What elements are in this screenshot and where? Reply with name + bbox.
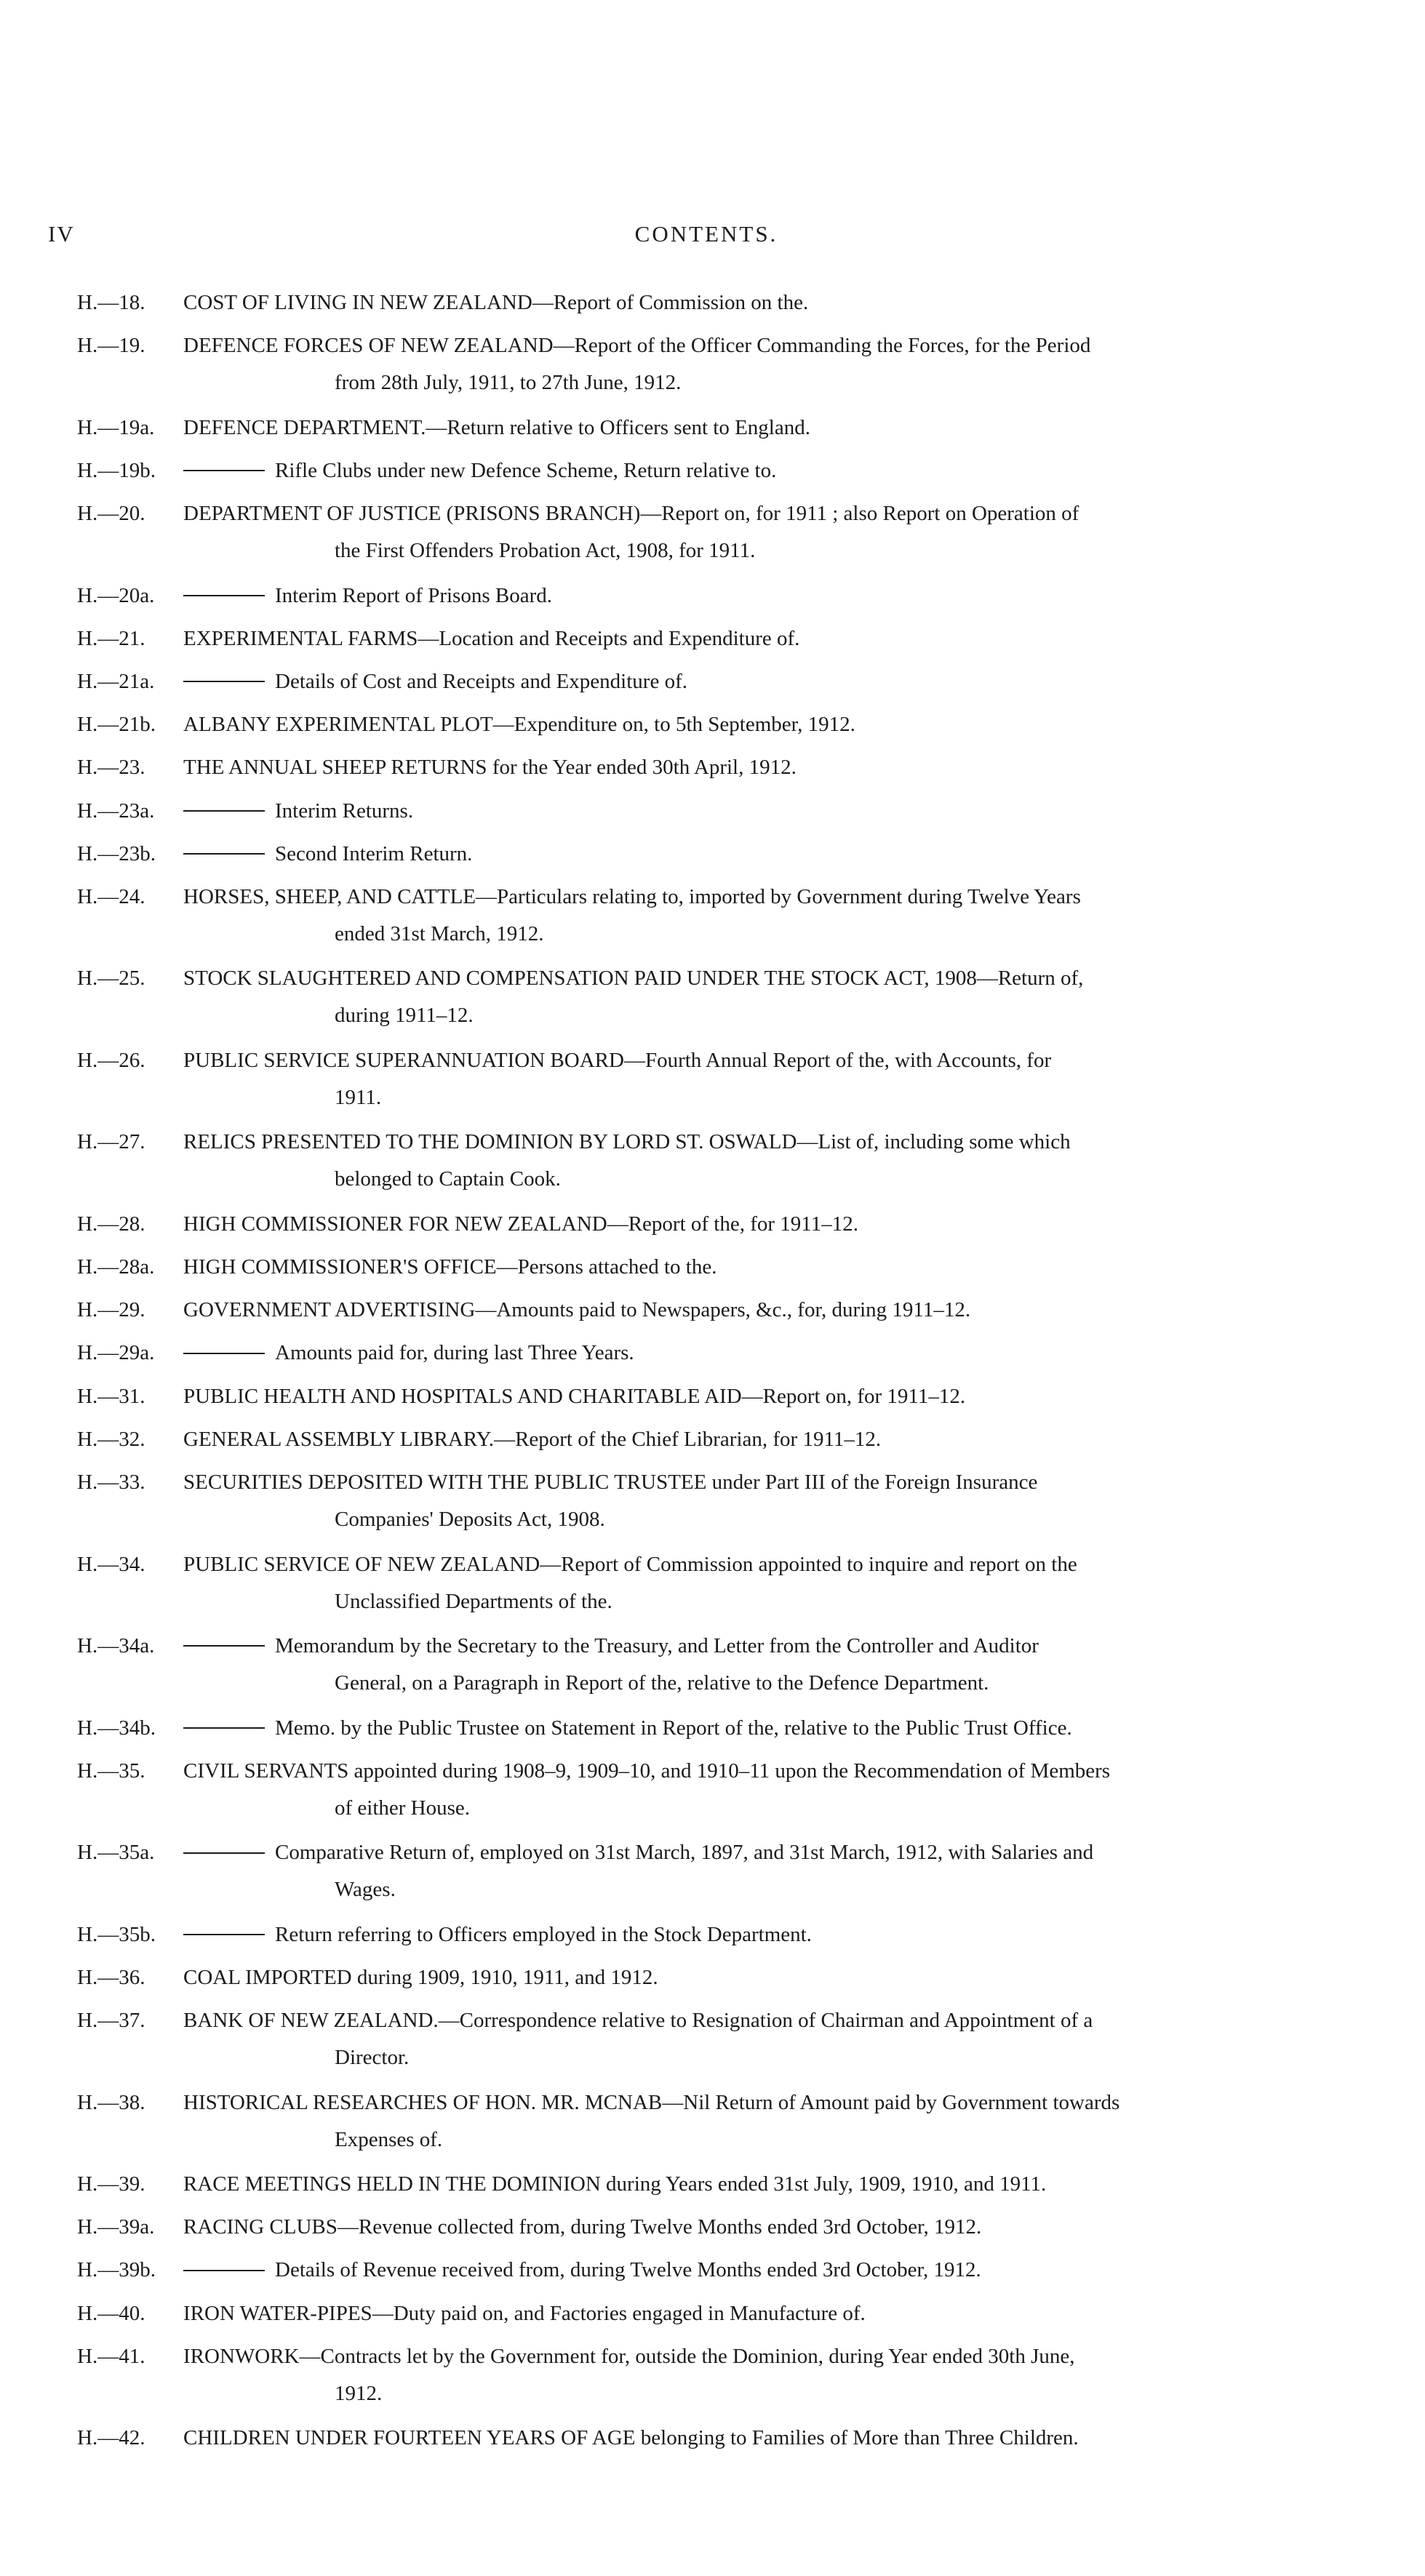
entry-code: H.—34. [77, 1552, 145, 1576]
entry-code: H.—21a. [77, 669, 155, 693]
entry-continuation: 1911. [335, 1085, 382, 1109]
entry-description: —Revenue collected from, during Twelve Months ended 3rd October, 1912. [337, 2215, 982, 2239]
entry-description: —Nil Return of Amount paid by Government towards [662, 2090, 1120, 2114]
entry-code: H.—37. [77, 2009, 145, 2033]
entry-description: —Report of Commission appointed to inquire and report on the [540, 1552, 1077, 1576]
entry-code: H.—23a. [77, 799, 155, 823]
contents-entry [77, 1710, 1365, 1747]
entry-description: —Fourth Annual Report of the, with Accounts, for [623, 1048, 1052, 1072]
ditto-dash [183, 1934, 265, 1935]
ditto-dash [183, 595, 265, 596]
entry-subject: DEPARTMENT OF JUSTICE (PRISONS BRANCH) [183, 502, 641, 526]
entry-description: —Report of the Chief Librarian, for 1911–12. [494, 1427, 882, 1451]
entry-continuation: during 1911–12. [335, 1004, 474, 1028]
entry-continuation: Unclassified Departments of the. [335, 1589, 612, 1613]
contents-entry [77, 1959, 1365, 1996]
contents-entry [77, 2295, 1365, 2332]
entry-subject: CHILDREN UNDER FOURTEEN YEARS OF AGE [183, 2426, 636, 2450]
contents-entry [77, 1335, 1365, 1372]
entry-subject: EXPERIMENTAL FARMS [183, 626, 418, 650]
contents-entry [77, 1206, 1365, 1243]
contents-entry [77, 749, 1365, 786]
entry-description: —List of, including some which [797, 1130, 1071, 1154]
entry-continuation: the First Offenders Probation Act, 1908, for 1911. [335, 539, 756, 563]
entry-description: Memo. by the Public Trustee on Statement in Report of the, relative to the Public Trust Office. [275, 1716, 1072, 1740]
entry-code: H.—39b. [77, 2258, 156, 2282]
contents-entry [77, 1124, 1365, 1198]
entry-code: H.—20. [77, 502, 145, 526]
entry-code: H.—23b. [77, 841, 156, 865]
entry-subject: CIVIL SERVANTS [183, 1759, 349, 1783]
contents-entry [77, 706, 1365, 743]
entry-continuation: from 28th July, 1911, to 27th June, 1912. [335, 371, 682, 395]
entry-code: H.—35. [77, 1759, 145, 1783]
contents-entry [77, 2002, 1365, 2076]
entry-code: H.—19. [77, 334, 145, 358]
entry-subject: BANK OF NEW ZEALAND. [183, 2009, 439, 2033]
entry-code: H.—32. [77, 1427, 145, 1451]
contents-entry [77, 1834, 1365, 1908]
entry-code: H.—42. [77, 2426, 145, 2450]
contents-entry [77, 1916, 1365, 1953]
entry-description: Details of Cost and Receipts and Expenditure of. [275, 669, 687, 693]
entry-code: H.—28a. [77, 1255, 155, 1279]
entry-code: H.—21b. [77, 713, 156, 737]
entry-description: during 1909, 1910, 1911, and 1912. [351, 1965, 658, 1989]
entry-description: Amounts paid for, during last Three Years. [275, 1341, 634, 1365]
entry-description: —Contracts let by the Government for, outside the Dominion, during Year ended 30th June, [299, 2344, 1075, 2368]
entry-description: —Report of Commission on the. [532, 291, 809, 314]
entry-description: —Correspondence relative to Resignation of Chairman and Appointment of a [438, 2009, 1093, 2033]
entry-subject: COAL IMPORTED [183, 1965, 352, 1989]
contents-entry [77, 1292, 1365, 1329]
contents-entry [77, 495, 1365, 569]
entry-subject: HISTORICAL RESEARCHES OF HON. MR. MCNAB [183, 2090, 663, 2114]
entry-description: appointed during 1908–9, 1909–10, and 1910–11 upon the Recommendation of Members [348, 1759, 1111, 1783]
ditto-dash [183, 470, 265, 471]
entry-description: —Report on, for 1911 ; also Report on Operation of [640, 502, 1079, 526]
entry-continuation: Expenses of. [335, 2127, 443, 2151]
entry-subject: RACE MEETINGS HELD IN THE DOMINION [183, 2172, 601, 2196]
page-header [48, 221, 1365, 257]
entry-code: H.—34a. [77, 1634, 155, 1657]
entry-subject: IRON WATER-PIPES [183, 2301, 372, 2325]
entry-subject: GENERAL ASSEMBLY LIBRARY. [183, 1427, 495, 1451]
entry-code: H.—40. [77, 2301, 145, 2325]
ditto-dash [183, 1645, 265, 1647]
entry-subject: THE ANNUAL SHEEP RETURNS [183, 756, 487, 780]
entry-description: —Location and Receipts and Expenditure of. [418, 626, 800, 650]
contents-entry [77, 1628, 1365, 1702]
entry-code: H.—19b. [77, 458, 156, 482]
entry-description: belonging to Families of More than Three Children. [635, 2426, 1079, 2450]
entry-description: —Amounts paid to Newspapers, &c., for, during 1911–12. [475, 1298, 971, 1322]
contents-entry [77, 577, 1365, 615]
entry-description: —Report on, for 1911–12. [741, 1384, 966, 1408]
entry-description: Memorandum by the Secretary to the Treasury, and Letter from the Controller and Auditor [275, 1634, 1039, 1657]
entry-description: Interim Report of Prisons Board. [275, 583, 552, 607]
entry-code: H.—33. [77, 1471, 145, 1494]
entry-code: H.—27. [77, 1130, 145, 1154]
entry-subject: PUBLIC SERVICE OF NEW ZEALAND [183, 1552, 540, 1576]
entry-code: H.—21. [77, 626, 145, 650]
contents-entry [77, 1378, 1365, 1415]
contents-entry [77, 1249, 1365, 1286]
entry-code: H.—29. [77, 1298, 145, 1322]
entry-description: —Expenditure on, to 5th September, 1912. [492, 713, 855, 737]
ditto-dash [183, 1353, 265, 1354]
entry-subject: PUBLIC HEALTH AND HOSPITALS AND CHARITABLE AID [183, 1384, 742, 1408]
contents-entry [77, 2166, 1365, 2203]
entry-continuation: 1912. [335, 2381, 383, 2405]
contents-entry [77, 620, 1365, 657]
entry-subject: COST OF LIVING IN NEW ZEALAND [183, 291, 532, 314]
entry-description: Details of Revenue received from, during Twelve Months ended 3rd October, 1912. [275, 2258, 981, 2282]
entry-description: —Return of, [976, 967, 1084, 991]
entry-subject: HIGH COMMISSIONER FOR NEW ZEALAND [183, 1212, 607, 1236]
entry-code: H.—29a. [77, 1341, 155, 1365]
entry-description: for the Year ended 30th April, 1912. [487, 756, 797, 780]
entry-continuation: General, on a Paragraph in Report of the, relative to the Defence Department. [335, 1671, 989, 1695]
entry-continuation: Companies' Deposits Act, 1908. [335, 1508, 605, 1531]
entry-description: —Return relative to Officers sent to England. [426, 415, 810, 439]
entry-code: H.—28. [77, 1212, 145, 1236]
entry-description: Return referring to Officers employed in the Stock Department. [275, 1922, 812, 1946]
contents-entry [77, 793, 1365, 830]
contents-entry [77, 2209, 1365, 2246]
contents-entry [77, 1464, 1365, 1538]
entry-code: H.—24. [77, 884, 145, 908]
entry-description: —Report of the Officer Commanding the Forces, for the Period [553, 334, 1091, 358]
entry-continuation: Director. [335, 2046, 410, 2070]
contents-entry [77, 836, 1365, 873]
entry-code: H.—38. [77, 2090, 145, 2114]
entry-description: Comparative Return of, employed on 31st March, 1897, and 31st March, 1912, with Salaries and [275, 1841, 1094, 1865]
entry-code: H.—36. [77, 1965, 145, 1989]
contents-list [77, 284, 1365, 2463]
contents-entry [77, 1042, 1365, 1116]
contents-entry [77, 2420, 1365, 2457]
entry-description: Rifle Clubs under new Defence Scheme, Return relative to. [275, 458, 777, 482]
entry-description: during Years ended 31st July, 1909, 1910, and 1911. [600, 2172, 1047, 2196]
entry-subject: DEFENCE FORCES OF NEW ZEALAND [183, 334, 554, 358]
contents-entry [77, 327, 1365, 401]
page-title: CONTENTS. [634, 221, 778, 247]
contents-entry [77, 284, 1365, 321]
ditto-dash [183, 853, 265, 855]
entry-code: H.—34b. [77, 1716, 156, 1740]
contents-entry [77, 452, 1365, 489]
entry-subject: IRONWORK [183, 2344, 300, 2368]
page-number: IV [48, 221, 75, 247]
ditto-dash [183, 681, 265, 682]
entry-code: H.—39. [77, 2172, 145, 2196]
contents-entry [77, 960, 1365, 1034]
contents-entry [77, 2338, 1365, 2412]
entry-continuation: of either House. [335, 1796, 471, 1820]
entry-subject: RELICS PRESENTED TO THE DOMINION BY LORD ST. OSWALD [183, 1130, 797, 1154]
entry-code: H.—35b. [77, 1922, 156, 1946]
entry-description: Second Interim Return. [275, 841, 473, 865]
ditto-dash [183, 1852, 265, 1854]
entry-subject: HORSES, SHEEP, AND CATTLE [183, 884, 476, 908]
entry-code: H.—18. [77, 291, 145, 314]
entry-code: H.—20a. [77, 583, 155, 607]
entry-subject: ALBANY EXPERIMENTAL PLOT [183, 713, 493, 737]
entry-description: —Duty paid on, and Factories engaged in Manufacture of. [372, 2301, 866, 2325]
ditto-dash [183, 1727, 265, 1729]
contents-entry [77, 2252, 1365, 2289]
contents-entry [77, 1546, 1365, 1620]
ditto-dash [183, 2270, 265, 2271]
entry-code: H.—39a. [77, 2215, 155, 2239]
ditto-dash [183, 810, 265, 812]
entry-code: H.—31. [77, 1384, 145, 1408]
entry-subject: PUBLIC SERVICE SUPERANNUATION BOARD [183, 1048, 624, 1072]
entry-code: H.—41. [77, 2344, 145, 2368]
entry-subject: HIGH COMMISSIONER'S OFFICE [183, 1255, 497, 1279]
entry-code: H.—25. [77, 967, 145, 991]
contents-entry [77, 879, 1365, 953]
contents-entry [77, 663, 1365, 700]
entry-description: Interim Returns. [275, 799, 414, 823]
contents-entry [77, 1421, 1365, 1458]
entry-continuation: belonged to Captain Cook. [335, 1167, 561, 1191]
entry-subject: DEFENCE DEPARTMENT. [183, 415, 426, 439]
entry-code: H.—19a. [77, 415, 155, 439]
entry-description: —Particulars relating to, imported by Government during Twelve Years [476, 884, 1081, 908]
entry-code: H.—23. [77, 756, 145, 780]
entry-subject: STOCK SLAUGHTERED AND COMPENSATION PAID UNDER THE STOCK ACT, 1908 [183, 967, 977, 991]
entry-description: —Persons attached to the. [496, 1255, 717, 1279]
entry-description: under Part III of the Foreign Insurance [706, 1471, 1038, 1494]
entry-code: H.—35a. [77, 1841, 155, 1865]
entry-subject: RACING CLUBS [183, 2215, 338, 2239]
entry-continuation: Wages. [335, 1878, 396, 1902]
entry-subject: GOVERNMENT ADVERTISING [183, 1298, 476, 1322]
entry-subject: SECURITIES DEPOSITED WITH THE PUBLIC TRUSTEE [183, 1471, 707, 1494]
entry-code: H.—26. [77, 1048, 145, 1072]
entry-description: —Report of the, for 1911–12. [607, 1212, 858, 1236]
contents-entry [77, 1753, 1365, 1827]
contents-entry [77, 409, 1365, 447]
contents-entry [77, 2084, 1365, 2159]
entry-continuation: ended 31st March, 1912. [335, 921, 544, 945]
